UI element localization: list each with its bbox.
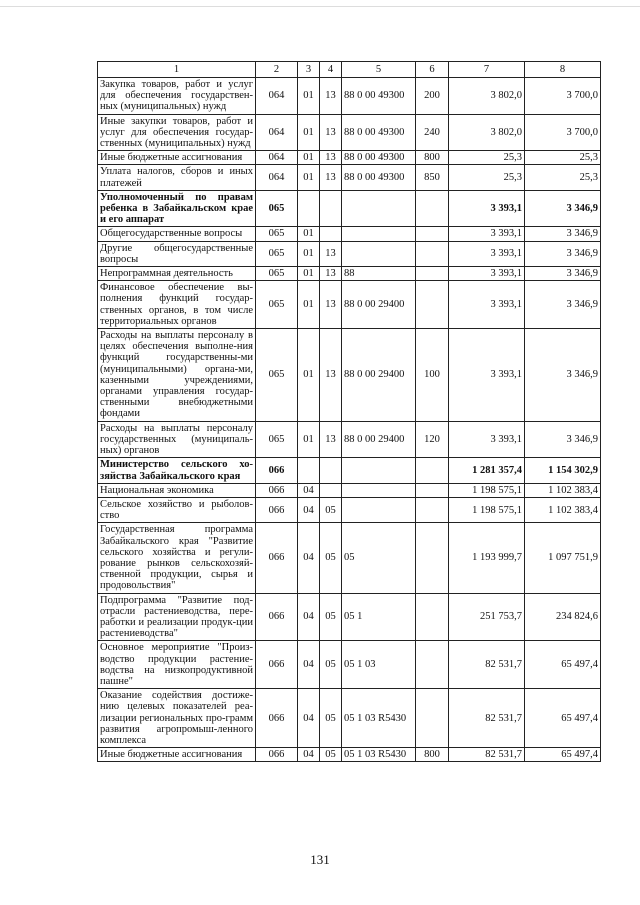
- target-article-cell: [342, 458, 416, 483]
- column-header: 1: [98, 62, 256, 78]
- amount-col7-cell: 1 193 999,7: [449, 523, 525, 593]
- expense-type-cell: 200: [416, 78, 449, 115]
- row-name-cell: Национальная экономика: [98, 483, 256, 497]
- table-row: [98, 151, 601, 165]
- expense-type-cell: 800: [416, 748, 449, 762]
- amount-col8-cell: 25,3: [525, 165, 601, 190]
- expense-type-cell: 850: [416, 165, 449, 190]
- expense-type-cell: [416, 458, 449, 483]
- amount-col7-cell: 251 753,7: [449, 593, 525, 641]
- amount-col8-cell: 3 346,9: [525, 241, 601, 266]
- section-code-cell: 04: [298, 641, 320, 689]
- ministry-code-cell: 065: [256, 267, 298, 281]
- column-header: 6: [416, 62, 449, 78]
- row-name-cell: Иные бюджетные ассигнования: [98, 151, 256, 165]
- section-code-cell: [298, 190, 320, 227]
- amount-col8-cell: 65 497,4: [525, 748, 601, 762]
- amount-col8-cell: 3 700,0: [525, 114, 601, 151]
- amount-col8-cell: 1 097 751,9: [525, 523, 601, 593]
- table-row: [98, 241, 601, 266]
- amount-col8-cell: 3 346,9: [525, 329, 601, 422]
- expense-type-cell: [416, 190, 449, 227]
- section-code-cell: 04: [298, 497, 320, 522]
- row-name-cell: Основное мероприятие "Произ-водство продукции растение-водства на низкопродуктивной пашне": [98, 641, 256, 689]
- amount-col7-cell: 3 802,0: [449, 114, 525, 151]
- column-header: 7: [449, 62, 525, 78]
- amount-col8-cell: 3 346,9: [525, 267, 601, 281]
- amount-col8-cell: 65 497,4: [525, 641, 601, 689]
- target-article-cell: 88 0 00 29400: [342, 421, 416, 458]
- amount-col7-cell: 3 393,1: [449, 267, 525, 281]
- section-code-cell: 01: [298, 421, 320, 458]
- target-article-cell: 05 1 03 R5430: [342, 689, 416, 748]
- row-name-cell: Финансовое обеспечение вы-полнения функций государ-ственных органов, в том числе территориальных органов: [98, 281, 256, 329]
- row-name-cell: Министерство сельского хо-зяйства Забайкальского края: [98, 458, 256, 483]
- column-header: 5: [342, 62, 416, 78]
- expense-type-cell: [416, 593, 449, 641]
- table-row: [98, 748, 601, 762]
- subsection-code-cell: 05: [320, 593, 342, 641]
- ministry-code-cell: 064: [256, 78, 298, 115]
- subsection-code-cell: 13: [320, 114, 342, 151]
- row-name-cell: Уплата налогов, сборов и иных платежей: [98, 165, 256, 190]
- target-article-cell: 05: [342, 523, 416, 593]
- ministry-code-cell: 065: [256, 241, 298, 266]
- table-row: [98, 458, 601, 483]
- ministry-code-cell: 066: [256, 641, 298, 689]
- row-name-cell: Уполномоченный по правам ребенка в Забайкальском крае и его аппарат: [98, 190, 256, 227]
- column-header: 2: [256, 62, 298, 78]
- table-row: [98, 641, 601, 689]
- section-code-cell: 01: [298, 151, 320, 165]
- section-code-cell: 01: [298, 78, 320, 115]
- amount-col7-cell: 3 393,1: [449, 281, 525, 329]
- expense-type-cell: [416, 241, 449, 266]
- expense-type-cell: [416, 267, 449, 281]
- amount-col7-cell: 25,3: [449, 151, 525, 165]
- subsection-code-cell: [320, 227, 342, 241]
- amount-col8-cell: 3 346,9: [525, 421, 601, 458]
- table-row: [98, 114, 601, 151]
- ministry-code-cell: 066: [256, 483, 298, 497]
- ministry-code-cell: 065: [256, 227, 298, 241]
- target-article-cell: [342, 227, 416, 241]
- amount-col7-cell: 82 531,7: [449, 641, 525, 689]
- expense-type-cell: 100: [416, 329, 449, 422]
- section-code-cell: 01: [298, 114, 320, 151]
- table-row: [98, 483, 601, 497]
- ministry-code-cell: 066: [256, 497, 298, 522]
- section-code-cell: 01: [298, 241, 320, 266]
- ministry-code-cell: 064: [256, 151, 298, 165]
- scan-top-edge: [0, 6, 640, 7]
- subsection-code-cell: 05: [320, 748, 342, 762]
- expense-type-cell: [416, 483, 449, 497]
- amount-col7-cell: 25,3: [449, 165, 525, 190]
- row-name-cell: Закупка товаров, работ и услуг для обеспечения государствен-ных (муниципальных) нужд: [98, 78, 256, 115]
- ministry-code-cell: 066: [256, 523, 298, 593]
- ministry-code-cell: 064: [256, 165, 298, 190]
- amount-col7-cell: 3 393,1: [449, 329, 525, 422]
- table-header-row: [98, 62, 601, 78]
- amount-col7-cell: 3 393,1: [449, 227, 525, 241]
- table-row: [98, 78, 601, 115]
- subsection-code-cell: 05: [320, 497, 342, 522]
- table-row: [98, 329, 601, 422]
- target-article-cell: 05 1: [342, 593, 416, 641]
- expense-type-cell: [416, 227, 449, 241]
- expense-type-cell: [416, 641, 449, 689]
- table-row: [98, 267, 601, 281]
- row-name-cell: Оказание содействия достиже-нию целевых показателей реа-лизации региональных про-грамм развития агропромыш-ленного комплекса: [98, 689, 256, 748]
- column-header: 4: [320, 62, 342, 78]
- expense-type-cell: [416, 689, 449, 748]
- section-code-cell: 01: [298, 281, 320, 329]
- target-article-cell: [342, 190, 416, 227]
- subsection-code-cell: 13: [320, 151, 342, 165]
- amount-col8-cell: 3 346,9: [525, 227, 601, 241]
- table-row: [98, 190, 601, 227]
- subsection-code-cell: 05: [320, 641, 342, 689]
- target-article-cell: [342, 483, 416, 497]
- table-row: [98, 421, 601, 458]
- expense-type-cell: 120: [416, 421, 449, 458]
- amount-col8-cell: 25,3: [525, 151, 601, 165]
- target-article-cell: 05 1 03: [342, 641, 416, 689]
- amount-col7-cell: 82 531,7: [449, 689, 525, 748]
- amount-col7-cell: 82 531,7: [449, 748, 525, 762]
- amount-col8-cell: 1 102 383,4: [525, 497, 601, 522]
- ministry-code-cell: 066: [256, 689, 298, 748]
- target-article-cell: 88: [342, 267, 416, 281]
- ministry-code-cell: 065: [256, 190, 298, 227]
- amount-col8-cell: 3 346,9: [525, 281, 601, 329]
- target-article-cell: 88 0 00 49300: [342, 165, 416, 190]
- section-code-cell: 01: [298, 227, 320, 241]
- expense-type-cell: [416, 523, 449, 593]
- expense-type-cell: [416, 497, 449, 522]
- expense-type-cell: 240: [416, 114, 449, 151]
- section-code-cell: [298, 458, 320, 483]
- section-code-cell: 04: [298, 689, 320, 748]
- amount-col8-cell: 1 102 383,4: [525, 483, 601, 497]
- ministry-code-cell: 066: [256, 458, 298, 483]
- subsection-code-cell: 13: [320, 267, 342, 281]
- amount-col8-cell: 3 346,9: [525, 190, 601, 227]
- row-name-cell: Государственная программа Забайкальского края "Развитие сельского хозяйства и регули-рование рынков сельскохозяй-ственной продукции, сырья и продовольствия": [98, 523, 256, 593]
- ministry-code-cell: 065: [256, 421, 298, 458]
- section-code-cell: 01: [298, 329, 320, 422]
- subsection-code-cell: 05: [320, 523, 342, 593]
- target-article-cell: 88 0 00 29400: [342, 329, 416, 422]
- section-code-cell: 04: [298, 483, 320, 497]
- table-row: [98, 497, 601, 522]
- subsection-code-cell: [320, 458, 342, 483]
- row-name-cell: Расходы на выплаты персоналу государственных (муниципаль-ных) органов: [98, 421, 256, 458]
- subsection-code-cell: [320, 190, 342, 227]
- amount-col7-cell: 1 281 357,4: [449, 458, 525, 483]
- section-code-cell: 01: [298, 267, 320, 281]
- amount-col8-cell: 65 497,4: [525, 689, 601, 748]
- row-name-cell: Общегосударственные вопросы: [98, 227, 256, 241]
- section-code-cell: 04: [298, 748, 320, 762]
- target-article-cell: 05 1 03 R5430: [342, 748, 416, 762]
- amount-col7-cell: 3 802,0: [449, 78, 525, 115]
- row-name-cell: Иные бюджетные ассигнования: [98, 748, 256, 762]
- amount-col7-cell: 3 393,1: [449, 241, 525, 266]
- section-code-cell: 01: [298, 165, 320, 190]
- subsection-code-cell: 13: [320, 329, 342, 422]
- amount-col8-cell: 234 824,6: [525, 593, 601, 641]
- amount-col8-cell: 1 154 302,9: [525, 458, 601, 483]
- amount-col7-cell: 3 393,1: [449, 190, 525, 227]
- table-row: [98, 281, 601, 329]
- table-row: [98, 227, 601, 241]
- row-name-cell: Расходы на выплаты персоналу в целях обеспечения выполне-ния функций государственны-ми (муниципальными) органа-ми, казенными учреждениями, органами управления государ-ственными внебюджетными фондами: [98, 329, 256, 422]
- table-row: [98, 593, 601, 641]
- ministry-code-cell: 065: [256, 329, 298, 422]
- subsection-code-cell: [320, 483, 342, 497]
- target-article-cell: 88 0 00 29400: [342, 281, 416, 329]
- subsection-code-cell: 13: [320, 281, 342, 329]
- row-name-cell: Другие общегосударственные вопросы: [98, 241, 256, 266]
- target-article-cell: [342, 241, 416, 266]
- target-article-cell: 88 0 00 49300: [342, 151, 416, 165]
- target-article-cell: 88 0 00 49300: [342, 78, 416, 115]
- row-name-cell: Подпрограмма "Развитие под-отрасли растениеводства, пере-работки и реализации продук-ции растениеводства": [98, 593, 256, 641]
- amount-col8-cell: 3 700,0: [525, 78, 601, 115]
- subsection-code-cell: 13: [320, 165, 342, 190]
- table-row: [98, 523, 601, 593]
- amount-col7-cell: 3 393,1: [449, 421, 525, 458]
- budget-table: [97, 61, 601, 762]
- subsection-code-cell: 13: [320, 421, 342, 458]
- table-body: [98, 78, 601, 762]
- subsection-code-cell: 05: [320, 689, 342, 748]
- subsection-code-cell: 13: [320, 78, 342, 115]
- target-article-cell: 88 0 00 49300: [342, 114, 416, 151]
- amount-col7-cell: 1 198 575,1: [449, 497, 525, 522]
- column-header: 8: [525, 62, 601, 78]
- page-number: 131: [310, 852, 330, 867]
- expense-type-cell: 800: [416, 151, 449, 165]
- column-header: 3: [298, 62, 320, 78]
- table-row: [98, 689, 601, 748]
- section-code-cell: 04: [298, 523, 320, 593]
- row-name-cell: Сельское хозяйство и рыболов-ство: [98, 497, 256, 522]
- table-row: [98, 165, 601, 190]
- amount-col7-cell: 1 198 575,1: [449, 483, 525, 497]
- ministry-code-cell: 064: [256, 114, 298, 151]
- section-code-cell: 04: [298, 593, 320, 641]
- row-name-cell: Иные закупки товаров, работ и услуг для обеспечения государ-ственных (муниципальных) нужд: [98, 114, 256, 151]
- ministry-code-cell: 065: [256, 281, 298, 329]
- ministry-code-cell: 066: [256, 593, 298, 641]
- ministry-code-cell: 066: [256, 748, 298, 762]
- subsection-code-cell: 13: [320, 241, 342, 266]
- target-article-cell: [342, 497, 416, 522]
- expense-type-cell: [416, 281, 449, 329]
- row-name-cell: Непрограммная деятельность: [98, 267, 256, 281]
